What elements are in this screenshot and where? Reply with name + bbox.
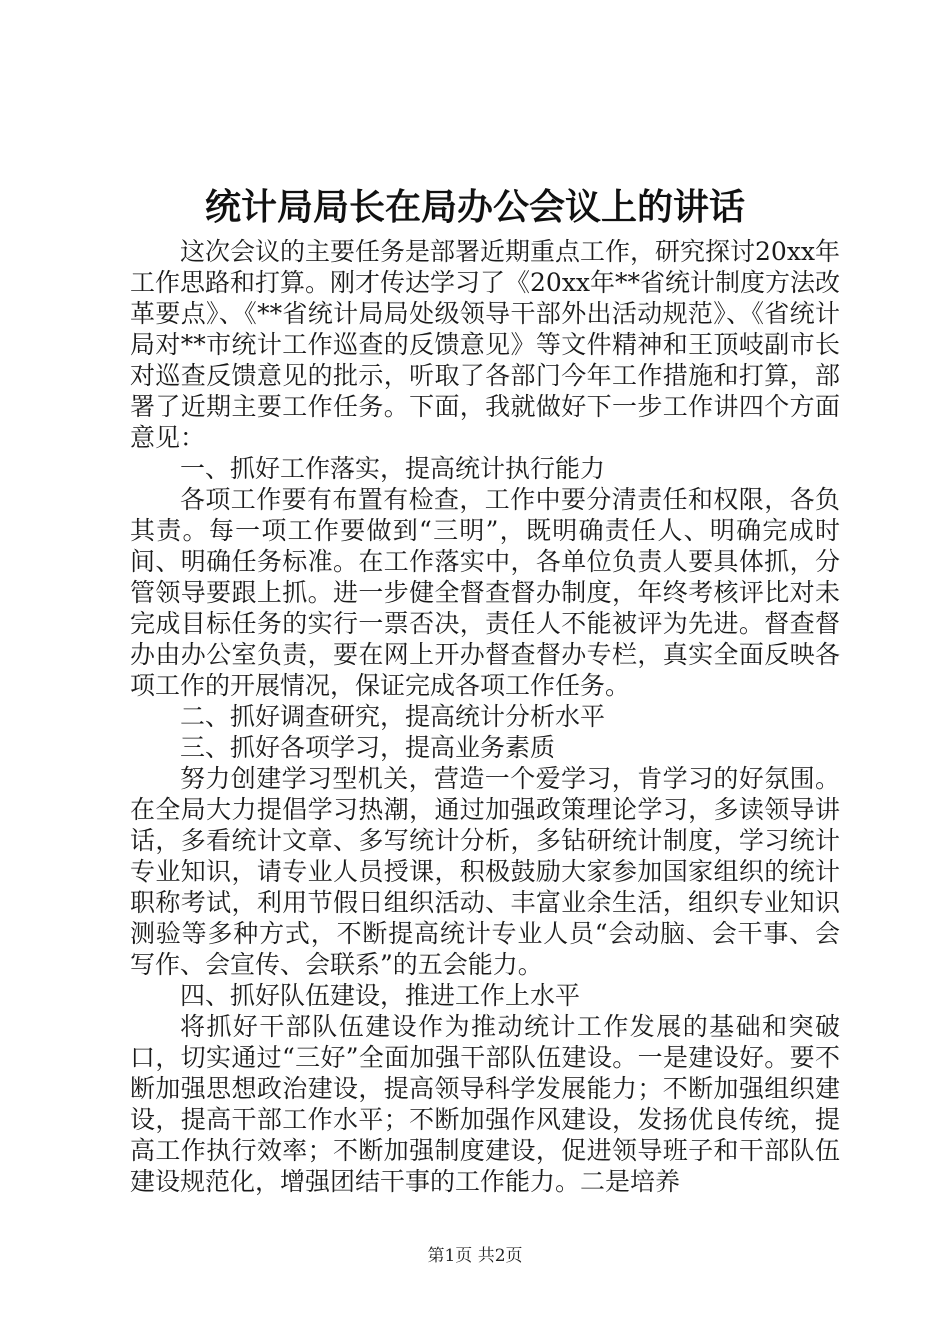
paragraph-section-1: 各项工作要有布置有检查，工作中要分清责任和权限，各负其责。每一项工作要做到“三明”，既明确责任人、明确完成时间、明确任务标准。在工作落实中，各单位负责人要具体抓，分管领导要跟上抓。进一步健全督查督办制度，年终考核评比对未完成目标任务的实行一票否决，责任人不能被评为先进。督查督办由办公室负责，要在网上开办督查督办专栏，真实全面反映各项工作的开展情况，保证完成各项工作任务。 (130, 485, 840, 700)
paragraph-section-4: 将抓好干部队伍建设作为推动统计工作发展的基础和突破口，切实通过“三好”全面加强干部队伍建设。一是建设好。要不断加强思想政治建设，提高领导科学发展能力；不断加强组织建设，提高干部工作水平；不断加强作风建设，发扬优良传统，提高工作执行效率；不断加强制度建设，促进领导班子和干部队伍建设规范化，增强团结干事的工作能力。二是培养 (130, 1012, 840, 1196)
page-number-footer: 第1页 共2页 (427, 1246, 523, 1266)
section-heading-1: 一、抓好工作落实，提高统计执行能力 (180, 454, 606, 483)
section-heading-4: 四、抓好队伍建设，推进工作上水平 (180, 981, 581, 1010)
paragraph-intro: 这次会议的主要任务是部署近期重点工作，研究探讨20xx年工作思路和打算。刚才传达学习了《20xx年**省统计制度方法改革要点》、《**省统计局局处级领导干部外出活动规范》、《省统计局对**市统计工作巡查的反馈意见》等文件精神和王顶岐副市长对巡查反馈意见的批示，听取了各部门今年工作措施和打算，部署了近期主要工作任务。下面，我就做好下一步工作讲四个方面意见： (130, 237, 841, 452)
section-heading-3: 三、抓好各项学习，提高业务素质 (180, 733, 556, 762)
section-heading-2: 二、抓好调查研究，提高统计分析水平 (180, 702, 606, 731)
document-title: 统计局局长在局办公会议上的讲话 (204, 187, 745, 228)
paragraph-section-3: 努力创建学习型机关，营造一个爱学习，肯学习的好氛围。在全局大力提倡学习热潮，通过加强政策理论学习，多读领导讲话，多看统计文章、多写统计分析，多钻研统计制度，学习统计专业知识，请专业人员授课，积极鼓励大家参加国家组织的统计职称考试，利用节假日组织活动、丰富业余生活，组织专业知识测验等多种方式，不断提高统计专业人员“会动脑、会干事、会写作、会宣传、会联系”的五会能力。 (130, 764, 840, 979)
document-body (130, 236, 840, 1197)
